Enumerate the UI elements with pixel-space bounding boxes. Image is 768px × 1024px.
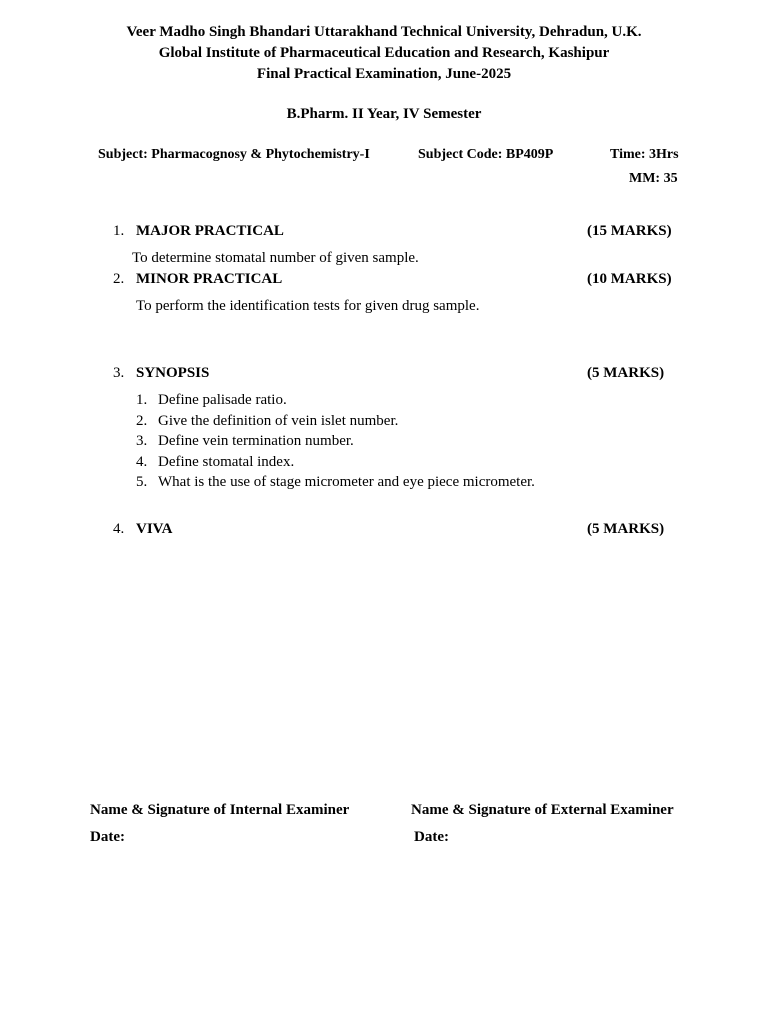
- list-item: What is the use of stage micrometer and eye piece micrometer.: [158, 474, 535, 490]
- question-number: 2.: [113, 271, 125, 287]
- external-date-label: Date:: [414, 829, 449, 845]
- list-item-number: 4.: [136, 454, 148, 470]
- question-title: MINOR PRACTICAL: [136, 271, 283, 287]
- internal-date-label: Date:: [90, 829, 125, 845]
- exam-title: Final Practical Examination, June-2025: [256, 66, 512, 82]
- list-item: Define vein termination number.: [158, 433, 354, 449]
- list-item-number: 1.: [136, 392, 148, 408]
- question-marks: (10 MARKS): [587, 271, 672, 287]
- question-number: 1.: [113, 223, 125, 239]
- course-semester: B.Pharm. II Year, IV Semester: [286, 106, 482, 122]
- question-number: 3.: [113, 365, 125, 381]
- list-item-number: 3.: [136, 433, 148, 449]
- question-marks: (5 MARKS): [587, 365, 665, 381]
- question-title: SYNOPSIS: [136, 365, 210, 381]
- question-number: 4.: [113, 521, 125, 537]
- internal-examiner-label: Name & Signature of Internal Examiner: [90, 802, 350, 818]
- subject-label: Subject: Pharmacognosy & Phytochemistry-I: [98, 147, 370, 162]
- question-text: To perform the identification tests for given drug sample.: [136, 298, 480, 314]
- question-title: MAJOR PRACTICAL: [136, 223, 284, 239]
- institute-name: Global Institute of Pharmaceutical Education and Research, Kashipur: [158, 45, 610, 61]
- list-item: Define palisade ratio.: [158, 392, 287, 408]
- question-marks: (15 MARKS): [587, 223, 672, 239]
- list-item-number: 2.: [136, 413, 148, 429]
- university-name: Veer Madho Singh Bhandari Uttarakhand Technical University, Dehradun, U.K.: [126, 24, 642, 40]
- question-text: To determine stomatal number of given sample.: [132, 250, 419, 266]
- external-examiner-label: Name & Signature of External Examiner: [411, 802, 674, 818]
- list-item: Define stomatal index.: [158, 454, 295, 470]
- list-item-number: 5.: [136, 474, 148, 490]
- max-marks: MM: 35: [629, 171, 678, 186]
- question-marks: (5 MARKS): [587, 521, 665, 537]
- exam-duration: Time: 3Hrs: [610, 147, 679, 162]
- subject-code: Subject Code: BP409P: [418, 147, 554, 162]
- list-item: Give the definition of vein islet number.: [158, 413, 399, 429]
- question-title: VIVA: [136, 521, 173, 537]
